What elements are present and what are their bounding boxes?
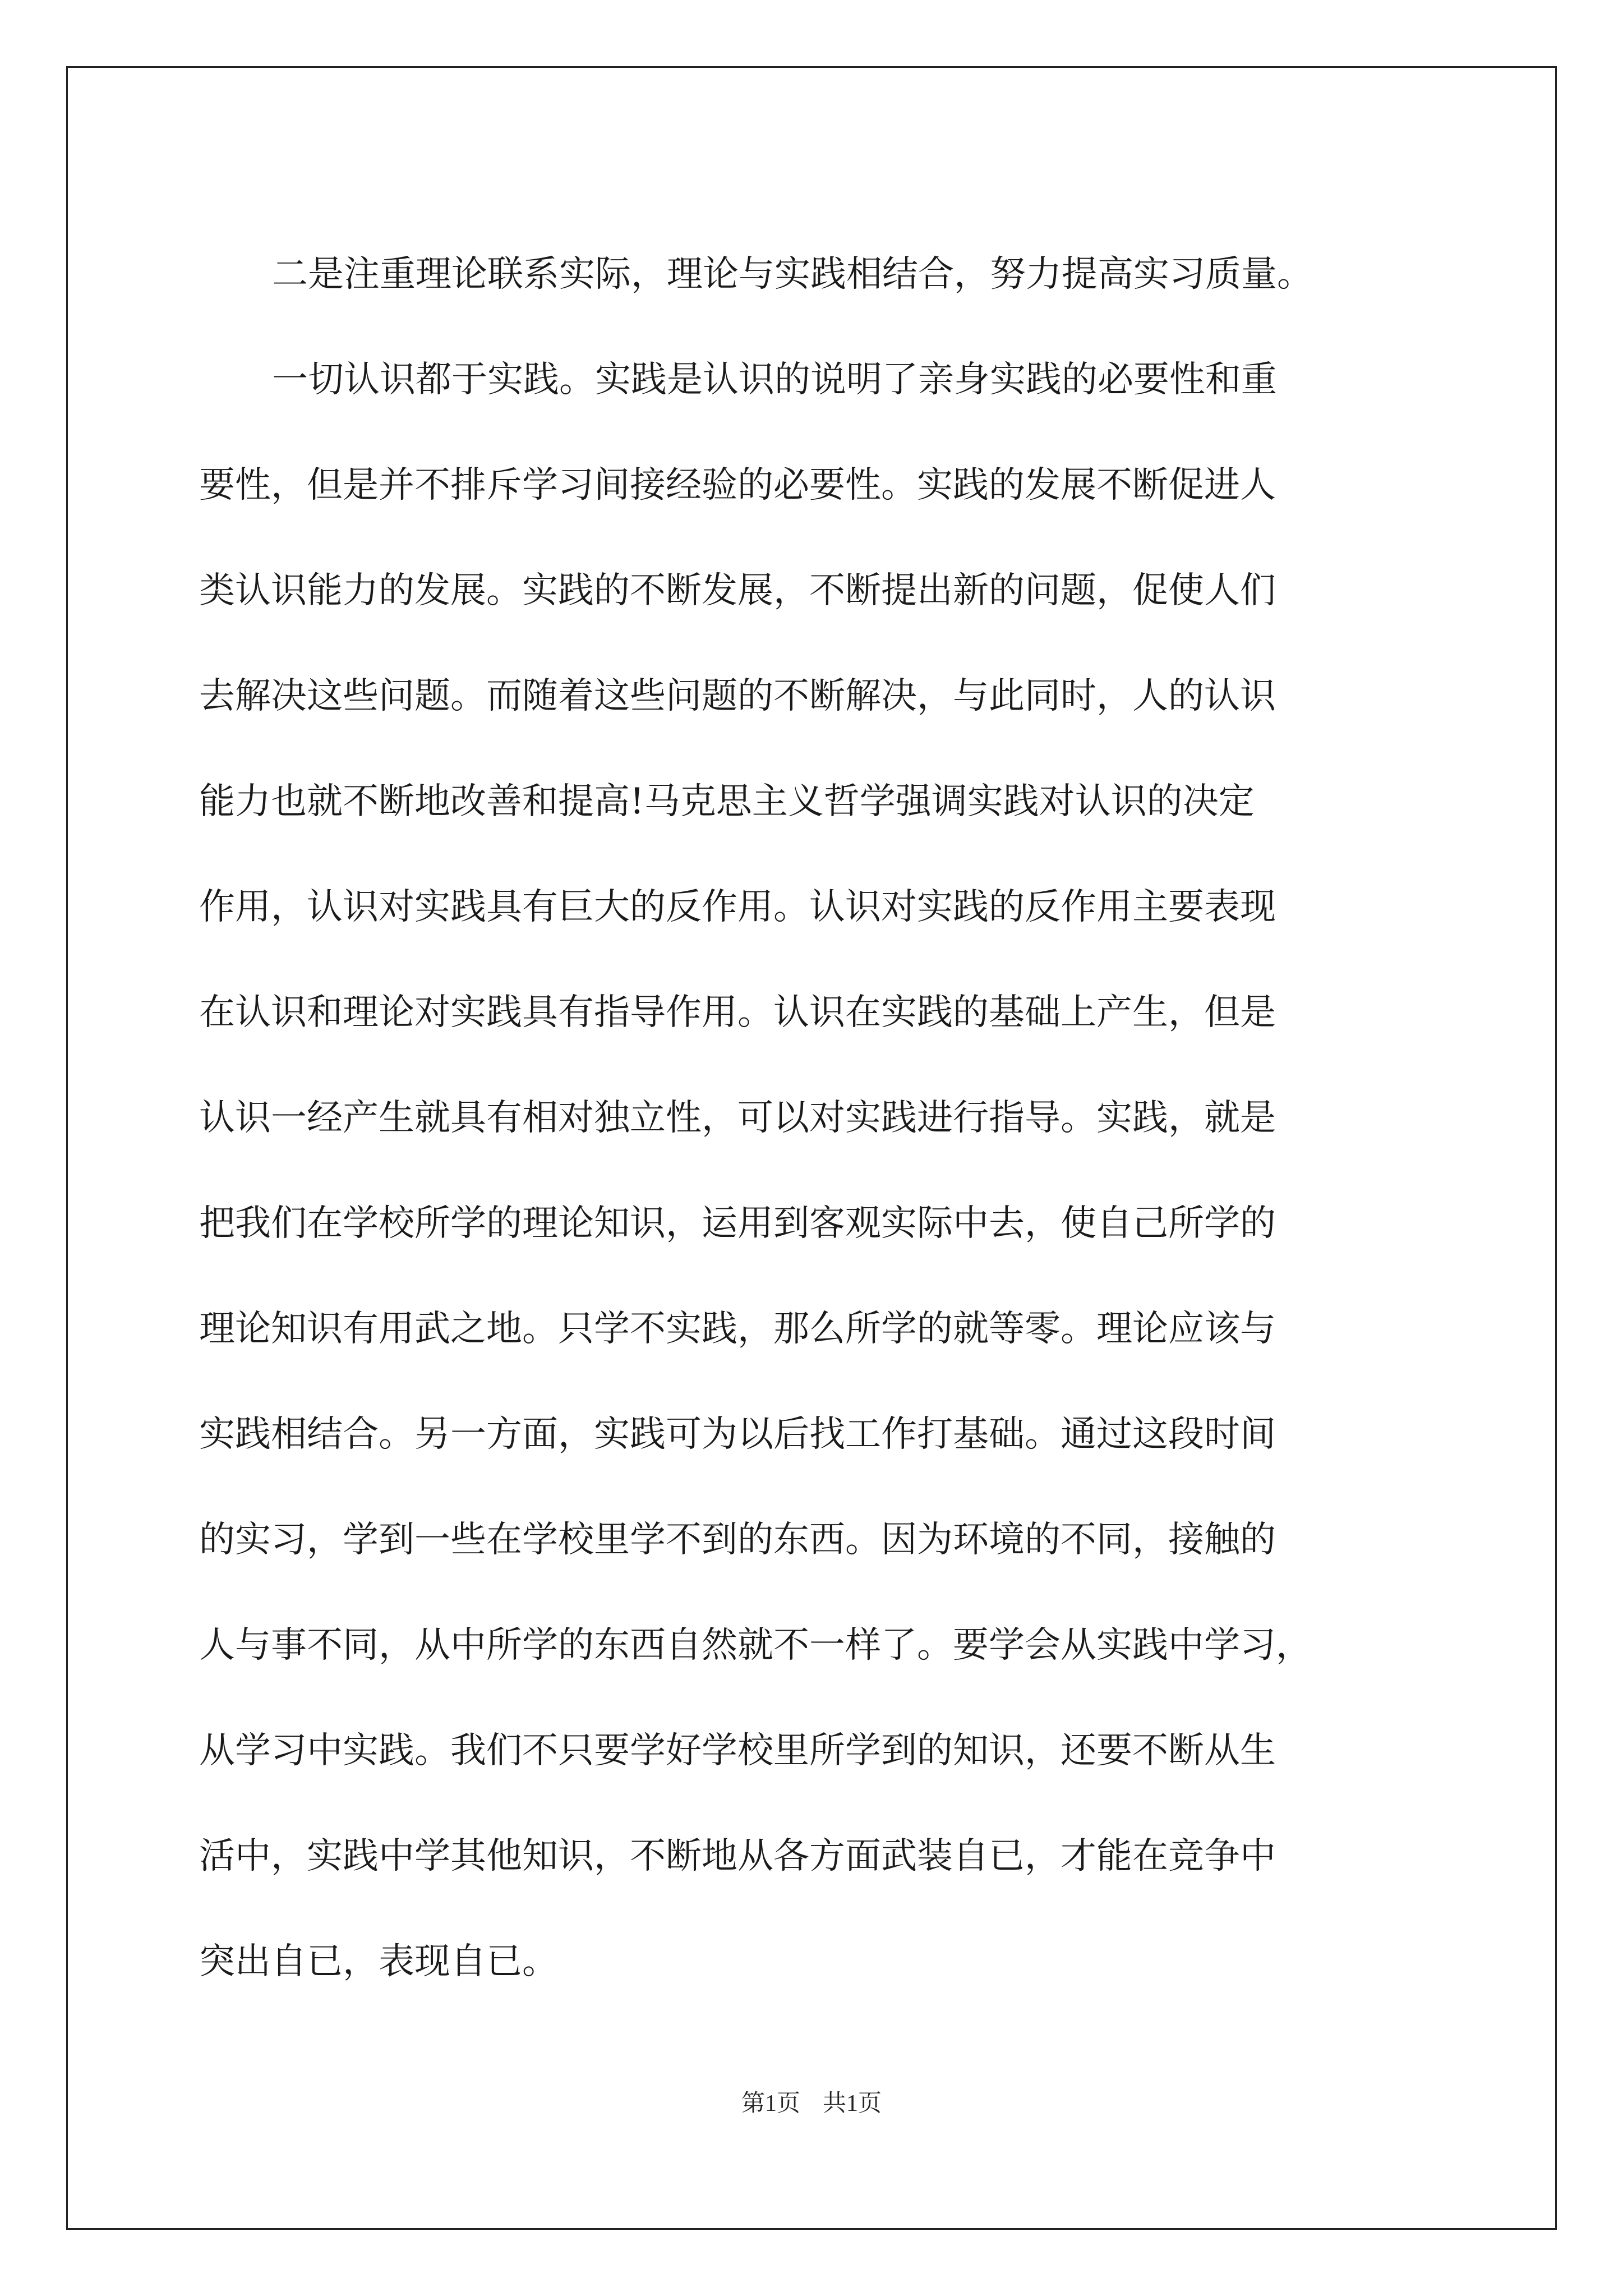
paragraph-1-line-1: 二是注重理论联系实际，理论与实践相结合，努力提高实习质量。 (272, 254, 1313, 295)
page-number: 第1页 (741, 2091, 800, 2116)
paragraph-2-line-10: 理论知识有用武之地。只学不实践，那么所学的就等零。理论应该与 (199, 1308, 1276, 1350)
paragraph-2-line-5: 能力也就不断地改善和提高!马克思主义哲学强调实践对认识的决定 (199, 781, 1255, 822)
paragraph-2-line-2: 要性，但是并不排斥学习间接经验的必要性。实践的发展不断促进人 (199, 464, 1276, 506)
paragraph-2-line-9: 把我们在学校所学的理论知识，运用到客观实际中去，使自己所学的 (199, 1203, 1276, 1244)
paragraph-2-line-12: 的实习，学到一些在学校里学不到的东西。因为环境的不同，接触的 (199, 1519, 1276, 1561)
paragraph-2-line-1: 一切认识都于实践。实践是认识的说明了亲身实践的必要性和重 (272, 359, 1277, 401)
paragraph-2-line-4: 去解决这些问题。而随着这些问题的不断解决，与此同时，人的认识 (199, 675, 1276, 717)
page-footer (0, 2087, 1623, 2120)
page-total: 共1页 (823, 2091, 882, 2116)
paragraph-2-line-6: 作用，认识对实践具有巨大的反作用。认识对实践的反作用主要表现 (199, 886, 1276, 928)
paragraph-2-line-16: 突出自已，表现自已。 (199, 1941, 558, 1982)
paragraph-2-line-3: 类认识能力的发展。实践的不断发展，不断提出新的问题，促使人们 (199, 570, 1276, 611)
paragraph-2-line-8: 认识一经产生就具有相对独立性，可以对实践进行指导。实践，就是 (199, 1097, 1276, 1139)
paragraph-2-line-13: 人与事不同，从中所学的东西自然就不一样了。要学会从实践中学习， (199, 1625, 1312, 1666)
paragraph-2-line-15: 活中，实践中学其他知识，不断地从各方面武装自已，才能在竞争中 (199, 1835, 1276, 1877)
paragraph-2-line-14: 从学习中实践。我们不只要学好学校里所学到的知识，还要不断从生 (199, 1730, 1276, 1772)
document-body (199, 222, 1427, 2014)
paragraph-2-line-11: 实践相结合。另一方面，实践可为以后找工作打基础。通过这段时间 (199, 1414, 1276, 1455)
paragraph-2-line-7: 在认识和理论对实践具有指导作用。认识在实践的基础上产生，但是 (199, 992, 1276, 1033)
